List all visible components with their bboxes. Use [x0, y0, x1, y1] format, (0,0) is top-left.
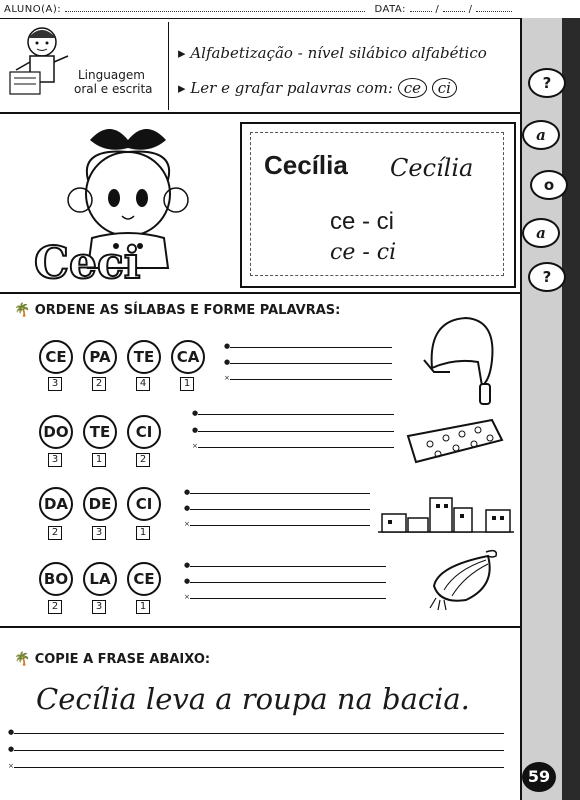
- area-label-line1: Linguagem: [78, 68, 145, 82]
- date-day-field[interactable]: [410, 11, 432, 12]
- line-bullet: ●: [224, 342, 231, 350]
- syllable-circle: TE: [83, 415, 117, 449]
- palm-tree-icon: 🌴: [14, 652, 31, 667]
- boy-illustration: [6, 22, 78, 104]
- line-bullet: ●: [192, 409, 199, 417]
- syllable-circle: CI: [127, 487, 161, 521]
- title-syllables-cursive: ce - ci: [330, 240, 397, 265]
- date-sep-2: /: [468, 4, 473, 15]
- date-year-field[interactable]: [476, 11, 512, 12]
- answer-line[interactable]: [230, 347, 392, 348]
- copy-line[interactable]: [14, 750, 504, 751]
- title-card: [240, 122, 516, 288]
- line-bullet: ●: [8, 728, 15, 736]
- line-bullet: ×: [224, 374, 230, 382]
- date-month-field[interactable]: [443, 11, 465, 12]
- section2-heading-text: COPIE A FRASE ABAIXO:: [34, 652, 211, 667]
- section2-top-rule: [0, 626, 522, 628]
- line-bullet: ×: [8, 762, 14, 770]
- side-bubble: a: [522, 218, 560, 248]
- title-syllables-print: ce - ci: [330, 208, 395, 235]
- copy-line[interactable]: [14, 733, 504, 734]
- area-label: [74, 68, 153, 96]
- title-name-print: Cecília: [264, 150, 348, 180]
- syllable-circle: DE: [83, 487, 117, 521]
- objective-1: [178, 44, 487, 62]
- syllable-circle: CE: [127, 562, 161, 596]
- line-bullet: ×: [184, 520, 190, 528]
- copy-line[interactable]: [14, 767, 504, 768]
- side-bubble: o: [530, 170, 568, 200]
- answer-line[interactable]: [198, 447, 394, 448]
- order-number-box: 2: [92, 377, 106, 391]
- page-number: 59: [522, 762, 556, 792]
- order-number-box: 2: [136, 453, 150, 467]
- section2-heading: [14, 652, 210, 667]
- header-rule: [0, 18, 522, 19]
- answer-line[interactable]: [198, 414, 394, 415]
- objective-2-text: Ler e grafar palavras com:: [190, 79, 393, 97]
- section1-heading: [14, 303, 340, 318]
- city-icon: [378, 492, 514, 534]
- section1-top-rule: [0, 292, 522, 294]
- line-bullet: ×: [192, 442, 198, 450]
- ceci-logo: Ceci: [34, 238, 141, 289]
- objective-syllable-ci: ci: [432, 78, 457, 98]
- syllable-circle: LA: [83, 562, 117, 596]
- syllable-circle: DO: [39, 415, 73, 449]
- order-number-box: 3: [92, 600, 106, 614]
- answer-line[interactable]: [190, 582, 386, 583]
- answer-line[interactable]: [198, 431, 394, 432]
- syllable-circle: BO: [39, 562, 73, 596]
- order-number-box: 2: [48, 526, 62, 540]
- palm-tree-icon: 🌴: [14, 303, 31, 318]
- order-number-box: 2: [48, 600, 62, 614]
- line-bullet: ●: [224, 358, 231, 366]
- onion-icon: [426, 546, 502, 612]
- aluno-label: ALUNO(A):: [4, 4, 62, 15]
- side-bubble: ?: [528, 262, 566, 292]
- answer-line[interactable]: [230, 379, 392, 380]
- line-bullet: ●: [184, 488, 191, 496]
- objective-syllable-ce: ce: [398, 78, 427, 98]
- data-label: DATA:: [374, 4, 406, 15]
- date-sep-1: /: [435, 4, 440, 15]
- area-label-line2: oral e escrita: [74, 82, 153, 96]
- order-number-box: 3: [48, 453, 62, 467]
- order-number-box: 1: [92, 453, 106, 467]
- syllable-circle: DA: [39, 487, 73, 521]
- answer-line[interactable]: [190, 509, 370, 510]
- order-number-box: 1: [136, 600, 150, 614]
- side-bubble: ?: [528, 68, 566, 98]
- pillow-icon: [400, 416, 506, 466]
- arrow-right-icon: ▸: [178, 79, 186, 97]
- model-sentence: Cecília leva a roupa na bacia.: [36, 682, 470, 716]
- order-number-box: 4: [136, 377, 150, 391]
- answer-line[interactable]: [190, 598, 386, 599]
- title-name-cursive: Cecília: [390, 154, 474, 182]
- helmet-icon: [420, 310, 500, 406]
- answer-line[interactable]: [190, 525, 370, 526]
- line-bullet: ●: [8, 745, 15, 753]
- section1-heading-text: ORDENE AS SÍLABAS E FORME PALAVRAS:: [34, 303, 341, 318]
- line-bullet: ●: [184, 561, 191, 569]
- order-number-box: 1: [180, 377, 194, 391]
- syllable-circle: CI: [127, 415, 161, 449]
- side-strip-edge: [562, 18, 580, 800]
- syllable-circle: CE: [39, 340, 73, 374]
- line-bullet: ●: [184, 504, 191, 512]
- line-bullet: ×: [184, 593, 190, 601]
- header-bottom-rule: [0, 112, 522, 114]
- line-bullet: ●: [184, 577, 191, 585]
- answer-line[interactable]: [230, 363, 392, 364]
- objective-1-text: Alfabetização - nível silábico alfabético: [190, 44, 487, 62]
- order-number-box: 3: [48, 377, 62, 391]
- answer-line[interactable]: [190, 493, 370, 494]
- answer-line[interactable]: [190, 566, 386, 567]
- aluno-field[interactable]: [65, 11, 365, 12]
- syllable-circle: CA: [171, 340, 205, 374]
- order-number-box: 1: [136, 526, 150, 540]
- side-bubble: a: [522, 120, 560, 150]
- syllable-circle: TE: [127, 340, 161, 374]
- header-divider: [168, 22, 169, 110]
- order-number-box: 3: [92, 526, 106, 540]
- header-line: [4, 4, 524, 15]
- objective-2: [178, 78, 457, 98]
- syllable-circle: PA: [83, 340, 117, 374]
- arrow-right-icon: ▸: [178, 44, 186, 62]
- line-bullet: ●: [192, 426, 199, 434]
